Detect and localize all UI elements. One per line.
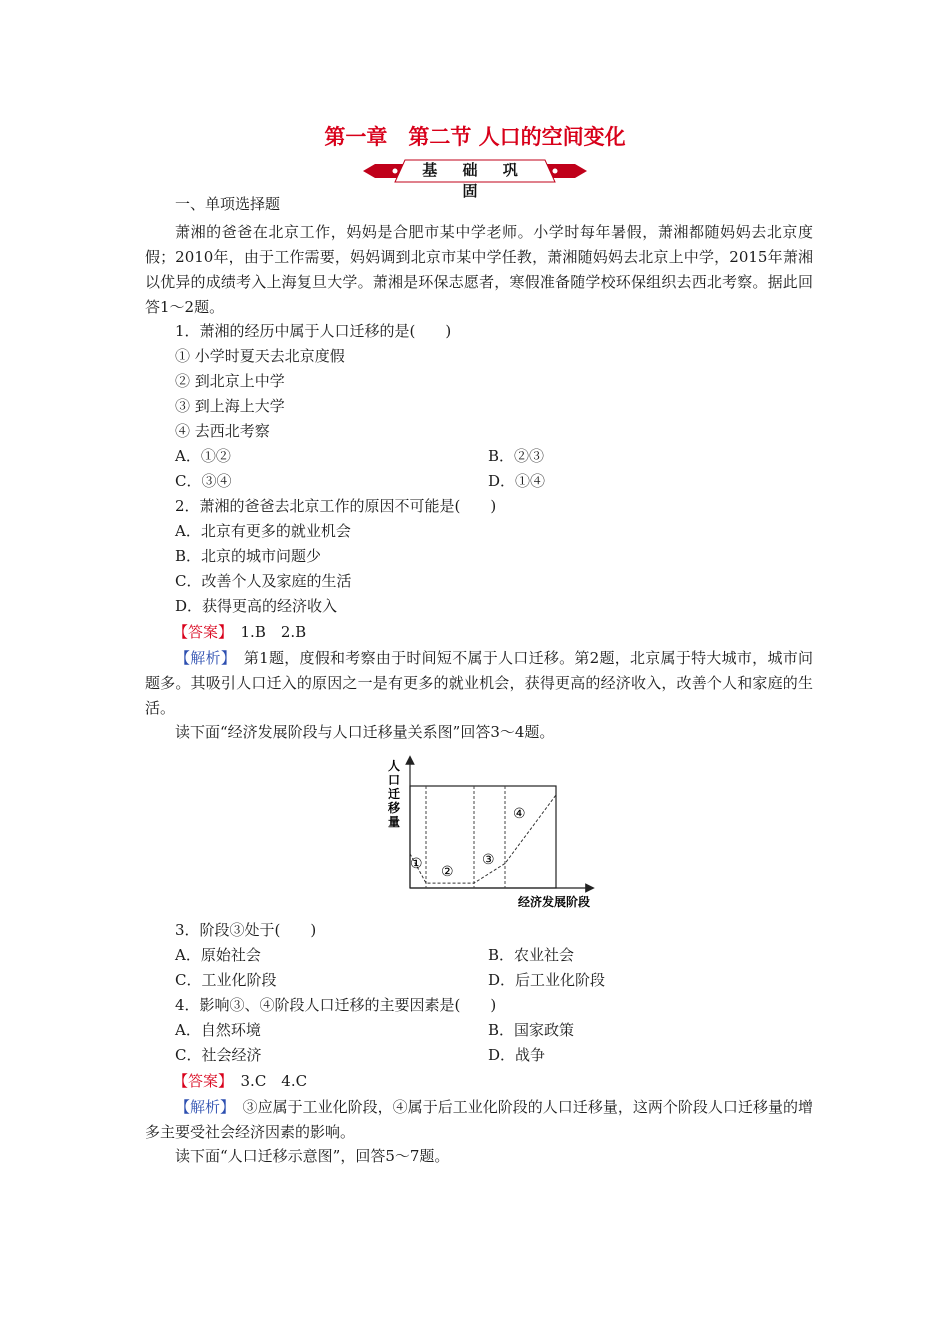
q1-item: ④ 去西北考察	[175, 422, 270, 440]
y-axis-label-char: 量	[388, 815, 401, 829]
section-heading: 一、单项选择题	[175, 195, 281, 213]
y-axis-label-char: 口	[388, 773, 401, 787]
q3-option-c: C．工业化阶段	[175, 971, 277, 989]
chart-intro-2: 读下面“人口迁移示意图”，回答5～7题。	[175, 1147, 450, 1165]
q1-stem: 1．萧湘的经历中属于人口迁移的是( )	[175, 322, 452, 340]
q3-option-a: A．原始社会	[175, 946, 261, 964]
q1-item: ② 到北京上中学	[175, 372, 285, 390]
q1-item: ① 小学时夏天去北京度假	[175, 347, 345, 365]
analysis-label: 【解析】	[175, 649, 229, 667]
answer-block-2	[173, 1070, 307, 1092]
migration-curve	[410, 795, 556, 883]
q1-option-c: C．③④	[175, 472, 232, 490]
q3-option-d: D．后工业化阶段	[488, 971, 606, 989]
analysis-label: 【解析】	[175, 1098, 228, 1116]
answer-label: 【答案】	[173, 623, 226, 641]
stage-label: ③	[482, 852, 495, 868]
stage-label: ②	[441, 864, 454, 880]
q1-item: ③ 到上海上大学	[175, 397, 285, 415]
q2-option-c: C．改善个人及家庭的生活	[175, 572, 352, 590]
analysis-text: 第1题，度假和考察由于时间短不属于人口迁移。第2题，北京属于特大城市，城市问题多。其吸引人口迁入的原因之一是有更多的就业机会，获得更高的经济收入，改善个人和家庭的生活。	[145, 649, 813, 717]
y-axis-label-char: 移	[388, 801, 401, 815]
q3-option-b: B．农业社会	[488, 946, 575, 964]
answer-text: 3.C 4.C	[225, 1072, 308, 1090]
chart-frame	[410, 786, 556, 888]
q4-option-d: D．战争	[488, 1046, 546, 1064]
q2-option-a: A．北京有更多的就业机会	[175, 522, 351, 540]
q2-option-d: D．获得更高的经济收入	[175, 597, 338, 615]
y-axis-label-char: 迁	[388, 787, 401, 801]
q4-stem: 4．影响③、④阶段人口迁移的主要因素是( )	[175, 996, 497, 1014]
stage-label: ①	[410, 856, 423, 872]
page-title: 第一章 第二节 人口的空间变化	[324, 125, 626, 149]
answer-label: 【答案】	[173, 1072, 226, 1090]
stage-label: ④	[513, 806, 526, 822]
chart-intro: 读下面“经济发展阶段与人口迁移量关系图”回答3～4题。	[175, 723, 555, 741]
answer-text: 1.B 2.B	[225, 623, 307, 641]
section-banner	[355, 158, 595, 200]
q1-option-b: B．②③	[488, 447, 545, 465]
x-axis-label: 经济发展阶段	[518, 895, 591, 909]
y-axis-label	[387, 759, 401, 829]
answer-block-1	[173, 621, 306, 643]
analysis-text: ③应属于工业化阶段，④属于后工业化阶段的人口迁移量，这两个阶段人口迁移量的增多主要受社会经济因素的影响。	[145, 1098, 813, 1141]
passage-1: 萧湘的爸爸在北京工作，妈妈是合肥市某中学老师。小学时每年暑假，萧湘都随妈妈去北京度假；2010年，由于工作需要，妈妈调到北京市某中学任教，萧湘随妈妈去北京上中学，2015年萧湘以优异的成绩考入上海复旦大学。萧湘是环保志愿者，寒假准备随学校环保组织去西北考察。据此回答1～2题。	[145, 223, 813, 316]
analysis-block-2	[145, 1095, 813, 1145]
y-axis-label-char: 人	[388, 759, 401, 773]
q2-stem: 2．萧湘的爸爸去北京工作的原因不可能是( )	[175, 497, 497, 515]
q3-stem: 3．阶段③处于( )	[175, 921, 317, 939]
migration-stage-chart	[350, 752, 610, 912]
q1-option-a: A．①②	[175, 447, 231, 465]
banner-label: 基 础 巩 固	[422, 161, 528, 200]
q4-option-a: A．自然环境	[175, 1021, 261, 1039]
analysis-block-1	[145, 646, 813, 721]
q1-option-d: D．①④	[488, 472, 546, 490]
q4-option-c: C．社会经济	[175, 1046, 262, 1064]
q2-option-b: B．北京的城市问题少	[175, 547, 322, 565]
q4-option-b: B．国家政策	[488, 1021, 575, 1039]
